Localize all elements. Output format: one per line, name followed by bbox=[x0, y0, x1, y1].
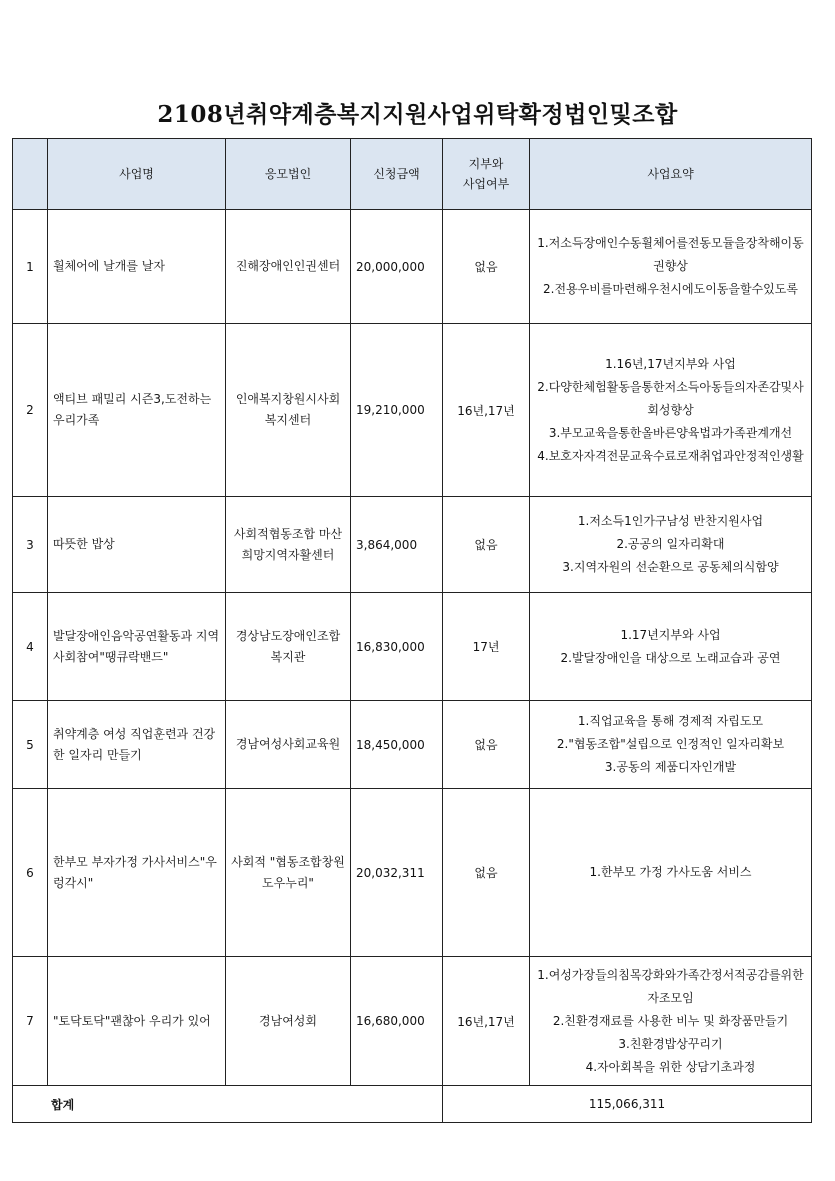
project-name: 발달장애인음악공연활동과 지역사회참여"땡큐락밴드" bbox=[48, 593, 226, 701]
requested-amount: 20,000,000 bbox=[351, 210, 443, 324]
table-row bbox=[13, 497, 812, 593]
summary-line: 4.자아회복을 위한 상담기초과정 bbox=[585, 1059, 756, 1074]
summary-line: 3.공동의 제품디자인개발 bbox=[604, 760, 737, 774]
support-history: 17년 bbox=[443, 593, 530, 701]
summary-line: 2.친환경재료를 사용한 비누 및 화장품만들기 bbox=[552, 1013, 789, 1028]
summary-line: 1.17년지부와 사업 bbox=[620, 627, 721, 642]
project-summary bbox=[530, 957, 812, 1086]
summary-line: 2.전용우비를마련해우천시에도이동을할수있도록 bbox=[543, 282, 798, 296]
support-history: 없음 bbox=[443, 701, 530, 789]
support-history: 없음 bbox=[443, 210, 530, 324]
project-name: 액티브 패밀리 시즌3,도전하는우리가족 bbox=[48, 324, 226, 497]
table-row bbox=[13, 324, 812, 497]
table-row bbox=[13, 789, 812, 957]
support-history: 없음 bbox=[443, 497, 530, 593]
project-summary bbox=[530, 497, 812, 593]
header-support-line2: 사업여부 bbox=[462, 177, 510, 191]
applicant-org: 경상남도장애인조합복지관 bbox=[226, 593, 351, 701]
summary-line: 1.한부모 가정 가사도움 서비스 bbox=[589, 865, 752, 879]
requested-amount: 20,032,311 bbox=[351, 789, 443, 957]
applicant-org: 인애복지창원시사회복지센터 bbox=[226, 324, 351, 497]
requested-amount: 3,864,000 bbox=[351, 497, 443, 593]
row-number: 2 bbox=[13, 324, 48, 497]
summary-line: 2."협동조합"설립으로 인정적인 일자리확보 bbox=[556, 737, 785, 751]
project-table bbox=[12, 138, 812, 1123]
applicant-org: 사회적협동조합 마산희망지역자활센터 bbox=[226, 497, 351, 593]
summary-line: 1.저소득1인가구남성 반찬지원사업 bbox=[577, 514, 764, 528]
project-name: 휠체어에 날개를 날자 bbox=[48, 210, 226, 324]
applicant-org: 경남여성회 bbox=[226, 957, 351, 1086]
table-row bbox=[13, 593, 812, 701]
total-row bbox=[13, 1086, 812, 1123]
header-support bbox=[443, 139, 530, 210]
summary-line: 1.16년,17년지부와 사업 bbox=[605, 356, 736, 371]
table-row bbox=[13, 210, 812, 324]
requested-amount: 16,680,000 bbox=[351, 957, 443, 1086]
header-summary: 사업요약 bbox=[530, 139, 812, 210]
support-history: 16년,17년 bbox=[443, 957, 530, 1086]
row-number: 5 bbox=[13, 701, 48, 789]
header-project-name: 사업명 bbox=[48, 139, 226, 210]
summary-line: 1.저소득장애인수동휠체어를전동모듈을장착해이동권향상 bbox=[537, 236, 804, 273]
summary-line: 1.여성가장들의침목강화와가족간정서적공감를위한자조모임 bbox=[537, 967, 804, 1005]
requested-amount: 18,450,000 bbox=[351, 701, 443, 789]
summary-line: 2.다양한체험활동을통한저소득아동들의자존감및사회성향상 bbox=[537, 379, 804, 417]
summary-line: 4.보호자자격전문교육수료로재취업과안정적인생활 bbox=[537, 448, 804, 463]
summary-line: 3.친환경밥상꾸리기 bbox=[618, 1036, 723, 1051]
project-name: 한부모 부자가정 가사서비스"우렁각시" bbox=[48, 789, 226, 957]
applicant-org: 경남여성사회교육원 bbox=[226, 701, 351, 789]
project-name: "토닥토닥"괜찮아 우리가 있어 bbox=[48, 957, 226, 1086]
row-number: 6 bbox=[13, 789, 48, 957]
project-summary bbox=[530, 210, 812, 324]
total-label: 합계 bbox=[13, 1086, 443, 1123]
support-history: 16년,17년 bbox=[443, 324, 530, 497]
row-number: 4 bbox=[13, 593, 48, 701]
row-number: 1 bbox=[13, 210, 48, 324]
project-summary bbox=[530, 324, 812, 497]
summary-line: 1.직업교육을 통해 경제적 자립도모 bbox=[577, 714, 764, 728]
project-summary bbox=[530, 789, 812, 957]
total-value: 115,066,311 bbox=[443, 1086, 812, 1123]
document-title: 2108년취약계층복지지원사업위탁확정법인및조합 bbox=[157, 101, 678, 128]
summary-line: 3.부모교육을통한올바른양육법과가족관계개선 bbox=[548, 425, 793, 440]
header-no bbox=[13, 139, 48, 210]
applicant-org: 사회적 "협동조합창원도우누리" bbox=[226, 789, 351, 957]
applicant-org: 진해장애인인권센터 bbox=[226, 210, 351, 324]
header-amount: 신청금액 bbox=[351, 139, 443, 210]
summary-line: 2.공공의 일자리확대 bbox=[616, 537, 725, 551]
row-number: 3 bbox=[13, 497, 48, 593]
requested-amount: 16,830,000 bbox=[351, 593, 443, 701]
header-support-line1: 지부와 bbox=[468, 157, 504, 171]
support-history: 없음 bbox=[443, 789, 530, 957]
summary-line: 3.지역자원의 선순환으로 공동체의식함양 bbox=[562, 560, 779, 574]
header-applicant-org: 응모법인 bbox=[226, 139, 351, 210]
header-row bbox=[13, 139, 812, 210]
project-summary bbox=[530, 593, 812, 701]
requested-amount: 19,210,000 bbox=[351, 324, 443, 497]
summary-line: 2.발달장애인을 대상으로 노래교습과 공연 bbox=[560, 650, 781, 665]
project-summary bbox=[530, 701, 812, 789]
table-row bbox=[13, 701, 812, 789]
project-name: 취약계층 여성 직업훈련과 건강한 일자리 만들기 bbox=[48, 701, 226, 789]
table-row bbox=[13, 957, 812, 1086]
row-number: 7 bbox=[13, 957, 48, 1086]
project-name: 따뜻한 밥상 bbox=[48, 497, 226, 593]
